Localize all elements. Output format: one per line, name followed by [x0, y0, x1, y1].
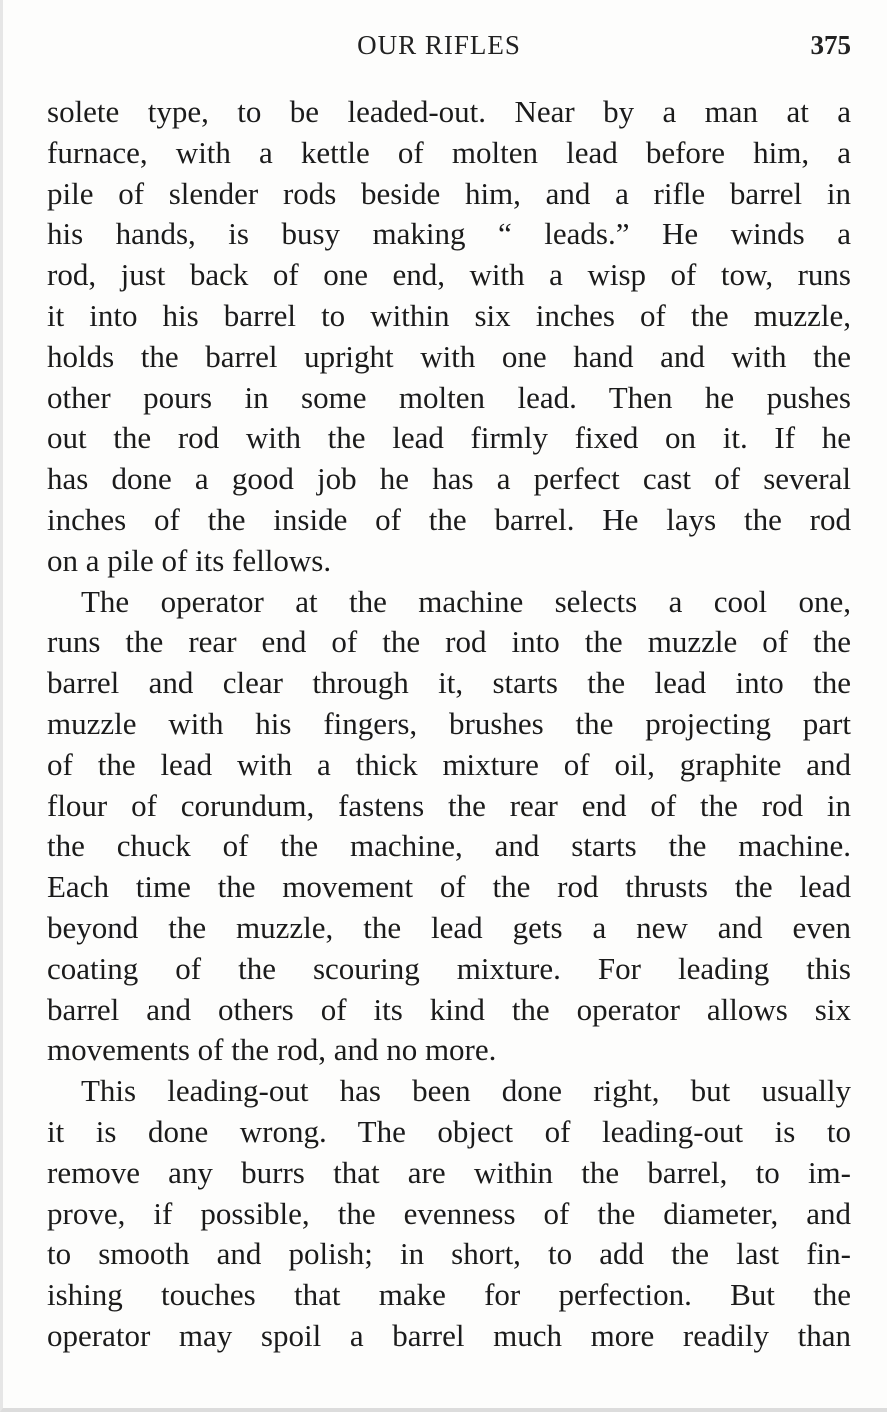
text-line: prove, if possible, the evenness of the diameter, and: [47, 1195, 851, 1231]
page-number: 375: [810, 30, 851, 60]
text-line: rod, just back of one end, with a wisp of tow, runs: [47, 257, 851, 293]
text-line: This leading-out has been done right, but usually: [81, 1073, 851, 1109]
text-line: has done a good job he has a perfect cast of several: [47, 461, 851, 497]
text-line: muzzle with his fingers, brushes the projecting part: [47, 705, 851, 741]
text-line: remove any burrs that are within the barrel, to im-: [47, 1154, 851, 1190]
text-line: to smooth and polish; in short, to add the last fin-: [47, 1236, 851, 1272]
paragraph: [47, 582, 851, 1072]
text-line: the chuck of the machine, and starts the machine.: [47, 828, 851, 864]
text-line: it is done wrong. The object of leading-out is to: [47, 1113, 851, 1149]
paragraph: [47, 92, 851, 582]
paragraph: [47, 1071, 851, 1357]
text-line: inches of the inside of the barrel. He lays the rod: [47, 501, 851, 537]
text-line: Each time the movement of the rod thrusts the lead: [47, 869, 851, 905]
text-line: runs the rear end of the rod into the muzzle of the: [47, 624, 851, 660]
running-head: OUR RIFLES: [357, 30, 521, 60]
text-line: his hands, is busy making “ leads.” He winds a: [47, 216, 851, 252]
text-line: out the rod with the lead firmly fixed on it. If he: [47, 420, 851, 456]
text-line: operator may spoil a barrel much more readily than: [47, 1317, 851, 1353]
text-line: flour of corundum, fastens the rear end of the rod in: [47, 787, 851, 823]
text-line: beyond the muzzle, the lead gets a new and even: [47, 909, 851, 945]
text-line: other pours in some molten lead. Then he pushes: [47, 379, 851, 415]
text-line: The operator at the machine selects a cool one,: [81, 583, 851, 619]
text-line: on a pile of its fellows.: [47, 542, 332, 578]
text-line: holds the barrel upright with one hand and with the: [47, 338, 851, 374]
text-line: pile of slender rods beside him, and a rifle barrel in: [47, 175, 851, 211]
text-line: solete type, to be leaded-out. Near by a man at a: [47, 94, 851, 129]
page-header: [47, 30, 851, 70]
text-line: of the lead with a thick mixture of oil, graphite and: [47, 746, 851, 782]
text-line: furnace, with a kettle of molten lead before him, a: [47, 134, 851, 170]
text-line: barrel and clear through it, starts the lead into the: [47, 665, 851, 701]
body-text: [47, 92, 851, 1357]
text-line: coating of the scouring mixture. For leading this: [47, 950, 851, 986]
text-line: it into his barrel to within six inches of the muzzle,: [47, 297, 851, 333]
text-line: barrel and others of its kind the operator allows six: [47, 991, 851, 1027]
text-line: movements of the rod, and no more.: [47, 1032, 497, 1068]
text-line: ishing touches that make for perfection. But the: [47, 1277, 851, 1313]
